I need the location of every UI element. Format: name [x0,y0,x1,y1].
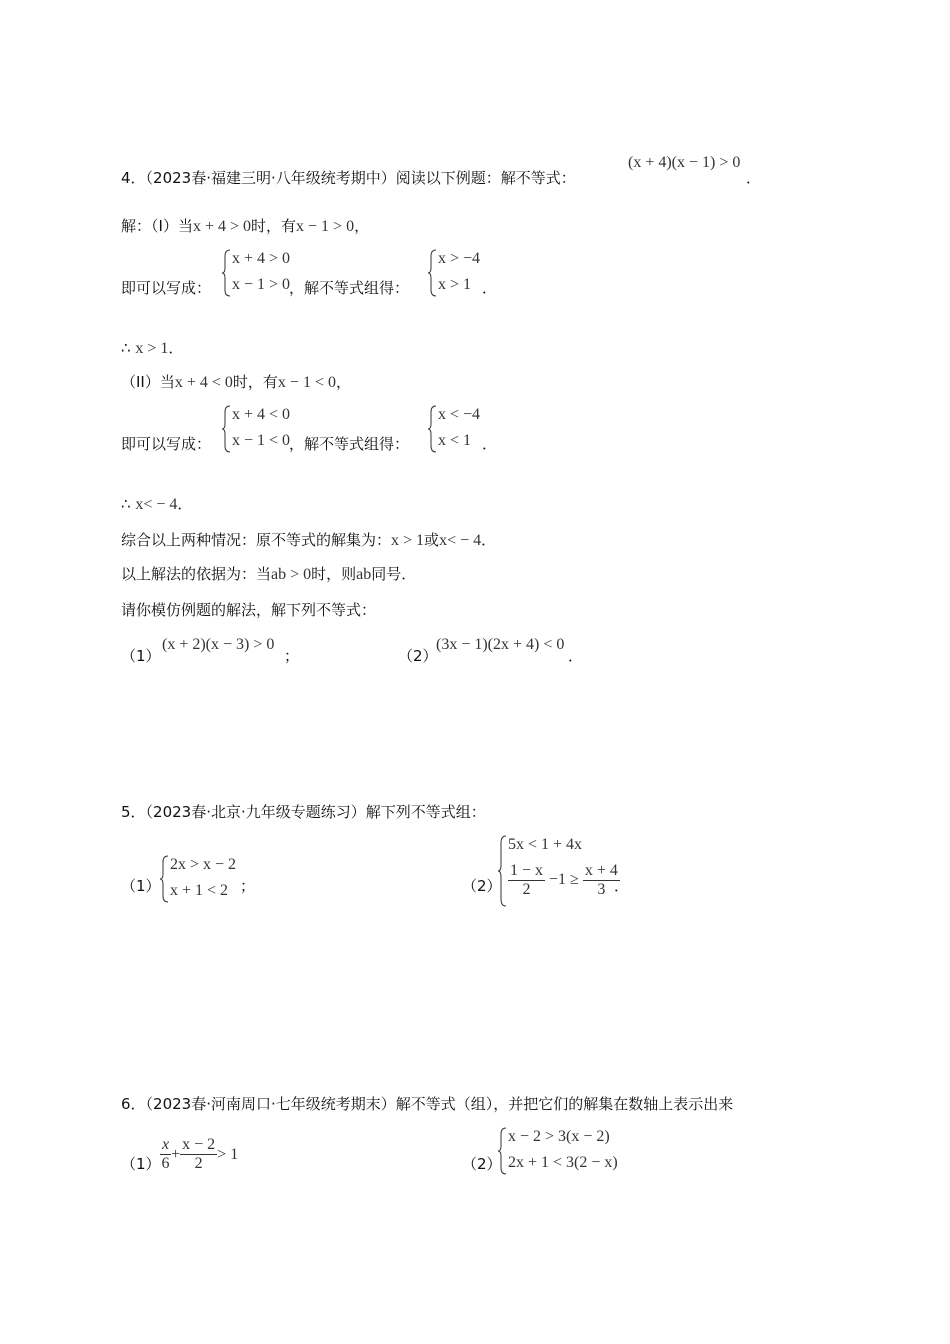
q6-problem-2-label: （2） [462,1155,502,1173]
fraction-denominator: 2 [522,881,531,898]
q4-system-2 [222,404,292,454]
q5-problem-1-system [160,854,240,904]
q4-case1 [121,216,369,237]
q6-problem-2-row-a: x − 2 > 3(x − 2) [508,1128,610,1145]
q4-result-1-row-b: x > 1 [438,276,472,293]
q4-conclusion-2 [121,494,192,515]
q4-case2-end: ， [335,373,351,391]
q4-system-1-row-a: x + 4 > 0 [232,250,291,267]
q6-plus: + [171,1146,181,1163]
fraction-denominator: 2 [194,1155,203,1172]
q4-result-2-end: ． [482,435,498,453]
q6-number: 6． [121,1095,146,1113]
q4-case1-mid: 时，有 [251,217,297,235]
q5-problem-2-label: （2） [462,877,502,895]
q4-basis-text: 以上解法的依据为：当 [121,565,272,583]
q6-problem-2-system [498,1126,638,1176]
q4-problem-1-expr: (x + 2)(x − 3) > 0 [162,636,275,653]
q6-problem-1-expr [160,1136,238,1173]
q4-problem-1-label: （1） [121,647,161,665]
q4-problem-2-label: （2） [398,647,438,665]
q5-problem-1-end: ； [240,877,256,895]
q4-main-inequality: (x + 4)(x − 1) > 0 [628,154,741,171]
q5-header [121,802,486,822]
q4-summary-b: x< − 4 [439,532,482,549]
q5-prompt: 解下列不等式组： [365,803,486,821]
q4-source: （2023春·福建三明·八年级统考期中） [145,169,396,187]
q5-problem-1-row-b: x + 1 < 2 [170,882,229,899]
q4-result-2 [428,404,488,454]
q4-result-2-row-b: x < 1 [438,432,472,449]
q4-instruction: 请你模仿例题的解法，解下列不等式： [121,601,377,619]
q4-conclusion-2-end: ． [177,495,193,513]
q4-case2-cond: x + 4 < 0 [174,374,233,391]
fraction [160,1136,171,1173]
q4-case1-label: （I）当 [151,217,193,235]
q4-write-as-2: 即可以写成： [121,435,212,453]
q6-source: （2023春·河南周口·七年级统考期末） [145,1095,396,1113]
q4-problem-2-expr: (3x − 1)(2x + 4) < 0 [436,636,565,653]
q4-system-1 [222,248,292,298]
q4-basis-mid: 时，则 [311,565,357,583]
q4-basis-cond: ab > 0 [271,566,312,583]
q6-prompt: 解不等式（组），并把它们的解集在数轴上表示出来 [395,1095,734,1113]
q4-conclusion-1 [121,338,183,359]
q4-case2-label: （II）当 [121,373,175,391]
q4-problem-1 [121,646,161,666]
q4-conclusion-1-end: ． [168,339,184,357]
q4-solution-label: 解： [121,217,152,235]
q4-summary-or: 或 [424,531,440,549]
q5-problem-2-row-b [508,862,620,899]
left-brace-icon [160,854,170,904]
fraction-numerator: x [162,1136,170,1153]
q6-header [121,1094,733,1114]
q4-solve-get-1: ，解不等式组得： [289,279,410,297]
q5-problem-2-system [498,834,628,908]
q4-case2-cond2: x − 1 < 0 [277,374,336,391]
q4-write-as-1: 即可以写成： [121,279,212,297]
fraction [508,862,545,899]
fraction-numerator: x + 4 [584,862,618,879]
q4-basis-end: 同号． [371,565,417,583]
q4-conclusion-1-value: x > 1 [135,340,169,357]
q4-result-2-row-a: x < −4 [438,406,481,423]
q5-problem-2-mid: −1 ≥ [549,871,579,889]
q4-summary-text: 综合以上两种情况：原不等式的解集为： [121,531,392,549]
q6-problem-1-label: （1） [121,1155,161,1173]
q4-result-1-row-a: x > −4 [438,250,481,267]
left-brace-icon [428,404,438,454]
q6-problem-2-row-b: 2x + 1 < 3(2 − x) [508,1154,618,1171]
q4-summary [121,530,496,551]
q4-case2 [121,372,351,393]
q4-system-1-row-b: x − 1 > 0 [232,276,291,293]
q4-number: 4． [121,169,146,187]
q5-problem-1-label: （1） [121,877,161,895]
left-brace-icon [498,1126,508,1176]
fraction-denominator: 3 [597,881,606,898]
fraction-denominator: 6 [161,1155,170,1172]
q4-case1-cond2: x − 1 > 0 [296,218,355,235]
q5-problem-2-row-a: 5x < 1 + 4x [508,836,583,853]
q4-basis-ab: ab [356,566,372,583]
q4-summary-end: ． [481,531,497,549]
q4-system-2-row-a: x + 4 < 0 [232,406,291,423]
q4-problem-1-end: ； [284,647,300,665]
left-brace-icon [222,248,232,298]
q4-prompt: 阅读以下例题：解不等式： [395,169,576,187]
q4-conclusion-2-value: x< − 4 [135,496,178,513]
therefore-icon: ∴ [121,339,131,357]
q4-case1-cond: x + 4 > 0 [192,218,251,235]
fraction [180,1136,217,1173]
q4-problem-2-end: ． [568,647,584,665]
q4-header-end: ． [746,169,762,187]
q4-system-2-row-b: x − 1 < 0 [232,432,291,449]
q4-basis [121,564,416,585]
q4-header [121,168,576,188]
q4-case1-end: ， [354,217,370,235]
q5-problem-2-end: ． [614,877,630,895]
q4-case2-mid: 时，有 [232,373,278,391]
q4-result-1 [428,248,488,298]
left-brace-icon [222,404,232,454]
left-brace-icon [498,834,508,908]
q5-source: （2023春·北京·九年级专题练习） [145,803,366,821]
q4-solve-get-2: ，解不等式组得： [289,435,410,453]
q4-result-1-end: ． [482,279,498,297]
left-brace-icon [428,248,438,298]
fraction-numerator: x − 2 [182,1136,216,1153]
fraction-numerator: 1 − x [510,862,544,879]
q5-number: 5． [121,803,146,821]
therefore-icon: ∴ [121,495,131,513]
q5-problem-1-row-a: 2x > x − 2 [170,856,237,873]
q6-rhs: > 1 [217,1146,239,1163]
q4-summary-a: x > 1 [391,532,425,549]
